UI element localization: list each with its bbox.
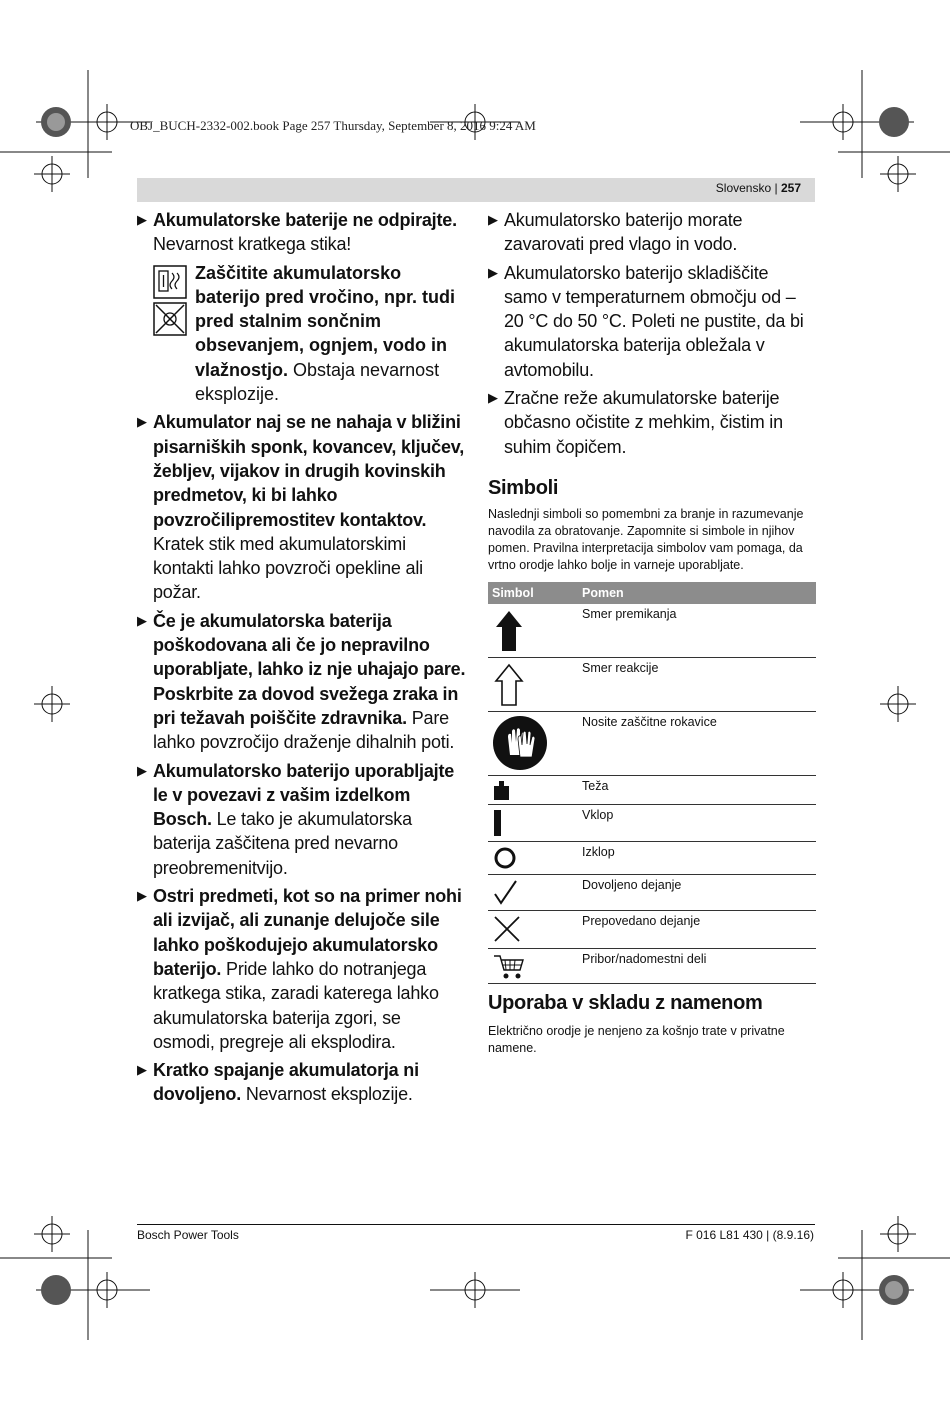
symbol-cell [488,776,578,805]
table-header-row [488,582,816,604]
table-row [488,842,816,875]
on-icon [492,808,504,838]
cart-icon [492,952,526,980]
footer-right: F 016 L81 430 | (8.9.16) [685,1228,814,1242]
page-header [716,181,801,195]
arrow-up-filled-icon [492,607,526,653]
arrow-up-outline-icon [492,661,526,707]
symbol-cell [488,658,578,712]
header-language: Slovensko [715,181,772,195]
warning-bold: Akumulator naj se ne nahaja v bližini pisarniških sponk, kovancev, ključev, žebljev, vijakov in drugih kovinskih predmetov, ki bi lahko povzročilipremostitev kontaktov. [153,412,465,530]
symbols-table [488,582,816,985]
table-row [488,658,816,712]
column-header-meaning: Pomen [578,582,816,604]
header-page-number: 257 [780,181,801,195]
meaning-cell: Smer premikanja [578,604,816,658]
weight-icon [492,779,512,801]
column-header-symbol: Simbol [488,582,578,604]
warning-icons [153,265,187,343]
table-row [488,805,816,842]
off-icon [492,845,518,871]
symbol-cell [488,604,578,658]
symbols-intro: Naslednji simboli so pomembni za branje in razumevanje navodila za obratovanje. Zapomnite si simbole in njihov pomen. Pravilna interpretacija simbolov vam pomaga, da vrtno orodje lahko bolje in varneje uporabljate. [488,506,804,572]
symbol-cell [488,842,578,875]
usage-text: Električno orodje je nenjeno za košnjo trate v privatne namene. [488,1024,785,1056]
book-info-line: OBJ_BUCH-2332-002.book Page 257 Thursday, September 8, 2016 9:24 AM [130,118,536,133]
warning-text: Pare lahko povzročijo draženje dihalnih poti. [153,707,455,753]
symbol-cell [488,875,578,911]
header-separator: | [774,181,778,195]
table-row [488,875,816,911]
usage-heading: Uporaba v skladu z namenom [488,992,763,1015]
bullet-triangle-icon: ▶ [137,612,147,628]
bullet-triangle-icon: ▶ [137,888,147,904]
warning-bold: Če je akumulatorska baterija poškodovana ali če jo nepravilno uporabljate, lahko iz nje uhajajo pare. Poskrbite za dovod svežega zraka in pri težavah poiščite zdravnika. [153,610,466,728]
warning-text: Pride lahko do notranjega kratkega stika, zaradi katerega lahko akumulatorska baterija zgori, se osmodi, pregreje ali eksplodira. [153,958,439,1052]
bullet-triangle-icon: ▶ [137,1062,147,1078]
warning-text: Nevarnost kratkega stika! [153,234,352,255]
meaning-cell: Izklop [578,842,816,875]
left-column [137,208,467,1111]
meaning-cell: Smer reakcije [578,658,816,712]
table-row [488,712,816,776]
warning-item [137,884,467,1054]
warning-bold: Kratko spajanje akumulatorja ni dovoljeno. [153,1060,419,1105]
warning-bold: Akumulatorske baterije ne odpirajte. [153,210,457,230]
symbol-cell [488,805,578,842]
warning-text: Kratek stik med akumulatorskimi kontakti lahko povzroči opekline ali požar. [153,533,423,603]
warning-bold: Akumulatorsko baterijo uporabljajte le v povezavi z vašim izdelkom Bosch. [153,760,455,830]
symbol-cell [488,911,578,949]
meaning-cell: Nosite zaščitne rokavice [578,712,816,776]
info-item [488,208,816,257]
info-item [488,386,816,459]
symbol-cell [488,712,578,776]
table-row [488,911,816,949]
bullet-triangle-icon: ▶ [488,212,498,227]
warning-bold: Zaščitite akumulatorsko baterijo pred vročino, npr. tudi pred stalnim sončnim obsevanjem, ognjem, vodo in vlažnostjo. [195,262,456,380]
meaning-cell: Dovoljeno dejanje [578,875,816,911]
info-text: Akumulatorsko baterijo skladiščite samo v temperaturnem območju od – 20 °C do 50 °C. Poleti ne pustite, da bi akumulatorska baterija obležala v avtomobilu. [504,262,804,380]
table-row [488,776,816,805]
info-text: Zračne reže akumulatorske baterije občasno očistite z mehkim, čistim in suhim čopičem. [504,388,783,457]
info-text: Akumulatorsko baterijo morate zavarovati pred vlago in vodo. [504,210,743,255]
warning-text: Nevarnost eksplozije. [241,1084,413,1105]
footer-left: Bosch Power Tools [137,1228,239,1242]
meaning-cell: Teža [578,776,816,805]
symbols-heading: Simboli [488,476,559,499]
bullet-triangle-icon: ▶ [488,390,498,406]
symbol-cell [488,949,578,984]
check-icon [492,878,520,906]
warning-item-heat [137,261,467,407]
warning-item [137,410,467,604]
warning-item [137,208,467,257]
bullet-triangle-icon: ▶ [137,414,147,430]
bullet-triangle-icon: ▶ [488,264,498,280]
heat-and-sun-warning-icon [153,265,187,337]
warning-bold: Ostri predmeti, kot so na primer nohi ali izvijač, ali zunanje delujoče sile lahko poškodujejo akumulatorsko baterijo. [153,886,462,979]
table-row [488,949,816,984]
warning-item [137,609,467,755]
table-row [488,604,816,658]
meaning-cell: Prepovedano dejanje [578,911,816,949]
gloves-icon [492,715,548,771]
page-header-band [137,178,815,202]
bullet-triangle-icon: ▶ [137,212,147,227]
warning-text: Obstaja nevarnost eksplozije. [195,359,440,405]
warning-item [137,759,467,880]
warning-item [137,1058,467,1107]
bullet-triangle-icon: ▶ [137,762,147,778]
info-item [488,261,816,382]
cross-icon [492,914,522,944]
warning-text: Le tako je akumulatorska baterija zaščitena pred nevarno preobremenitvijo. [153,809,412,878]
meaning-cell: Pribor/nadomestni deli [578,949,816,984]
right-column [488,208,816,1057]
footer-rule [137,1224,815,1225]
meaning-cell: Vklop [578,805,816,842]
